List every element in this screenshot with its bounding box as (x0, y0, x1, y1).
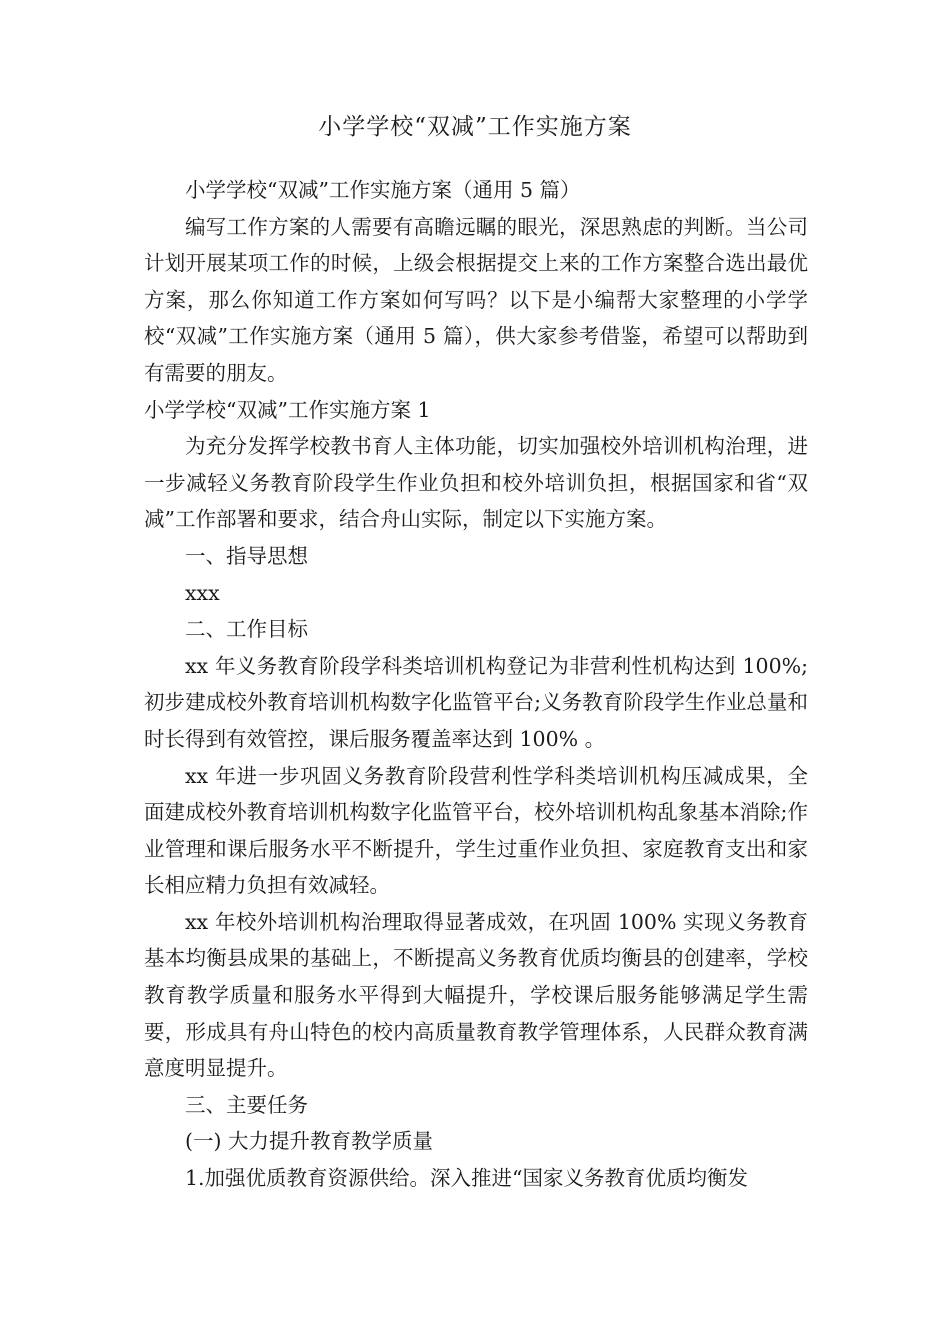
heading-work-goals: 二、工作目标 (185, 617, 308, 642)
section-heading-plan-1: 小学学校“双减”工作实施方案 1 (144, 397, 431, 422)
paragraph-task-1: 1.加强优质教育资源供给。深入推进“国家义务教育优质均衡发 (185, 1166, 749, 1191)
document-body (144, 172, 808, 1197)
paragraph-goal-3: xx 年校外培训机构治理取得显著成效，在巩固 100% 实现义务教育基本均衡县成果的基础上，不断提高义务教育优质均衡县的创建率，学校教育教学质量和服务水平得到大幅提升，学校课后服务能够满足学生需要，形成具有舟山特色的校内高质量教育教学管理体系，人民群众教育满意度明显提升。 (144, 909, 808, 1081)
paragraph-placeholder: xxx (185, 580, 220, 605)
subheading-quality: (一) 大力提升教育教学质量 (185, 1129, 434, 1154)
paragraph-purpose: 为充分发挥学校教书育人主体功能，切实加强校外培训机构治理，进一步减轻义务教育阶段学生作业负担和校外培训负担，根据国家和省“双减”工作部署和要求，结合舟山实际，制定以下实施方案。 (144, 434, 808, 532)
paragraph-subtitle: 小学学校“双减”工作实施方案（通用 5 篇） (185, 178, 581, 202)
heading-main-tasks: 三、主要任务 (185, 1092, 308, 1117)
heading-guiding-ideology: 一、指导思想 (185, 543, 308, 568)
paragraph-goal-1: xx 年义务教育阶段学科类培训机构登记为非营利性机构达到 100%; 初步建成校外教育培训机构数字化监管平台;义务教育阶段学生作业总量和时长得到有效管控，课后服务覆盖率达到 100% 。 (144, 653, 808, 751)
paragraph-intro: 编写工作方案的人需要有高瞻远瞩的眼光，深思熟虑的判断。当公司计划开展某项工作的时候，上级会根据提交上来的工作方案整合选出最优方案，那么你知道工作方案如何写吗？以下是小编帮大家整理的小学学校“双减”工作实施方案（通用 5 篇），供大家参考借鉴，希望可以帮助到有需要的朋友。 (144, 214, 808, 385)
paragraph-goal-2: xx 年进一步巩固义务教育阶段营利性学科类培训机构压减成果，全面建成校外教育培训机构数字化监管平台，校外培训机构乱象基本消除;作业管理和课后服务水平不断提升，学生过重作业负担、家庭教育支出和家长相应精力负担有效减轻。 (144, 763, 808, 898)
document-title: 小学学校“双减”工作实施方案 (318, 114, 632, 140)
